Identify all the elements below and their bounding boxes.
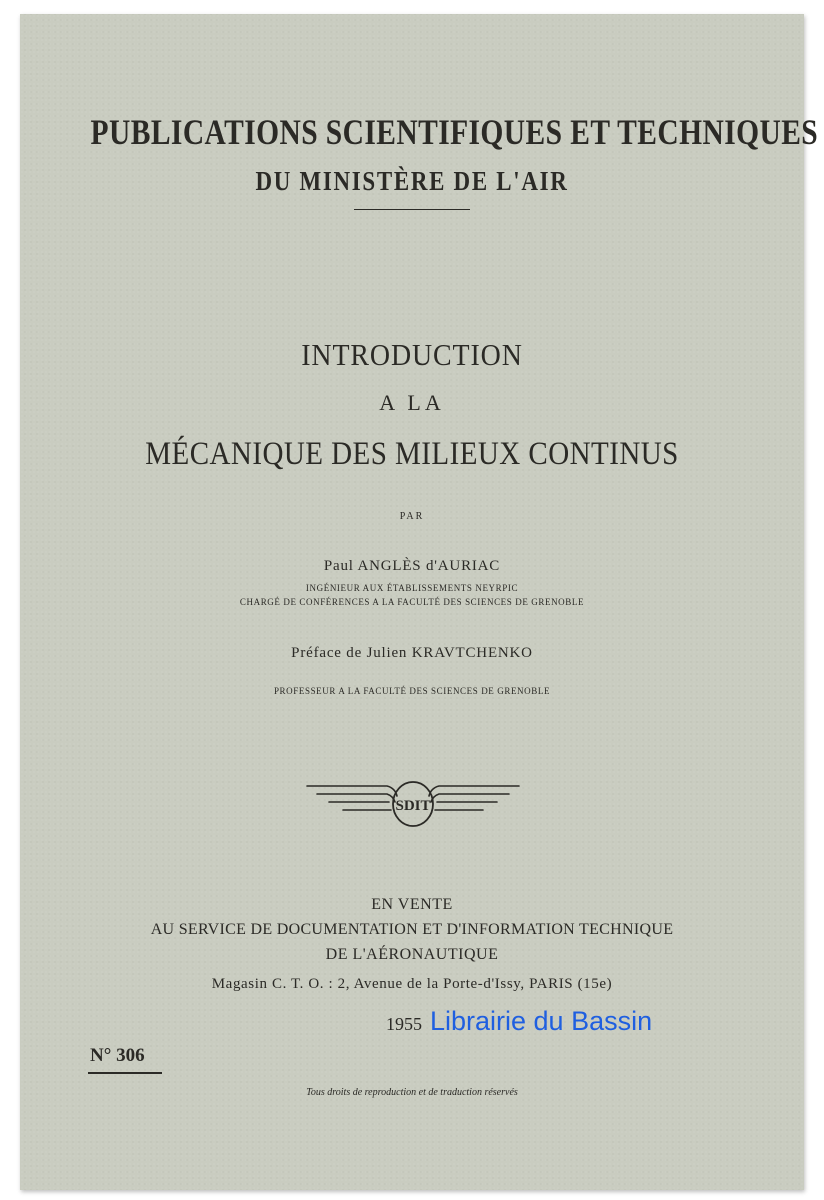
emblem-label: SDIT [395, 798, 431, 814]
book-cover [20, 14, 819, 1190]
preface-credit: Préface de Julien KRAVTCHENKO [291, 645, 533, 661]
header-divider [354, 209, 470, 210]
by-label: PAR [399, 511, 425, 522]
sale-line-3: DE L'AÉRONAUTIQUE [325, 946, 499, 963]
preface-affiliation: PROFESSEUR A LA FACULTÉ DES SCIENCES DE GRENOBLE [273, 686, 551, 696]
series-title: PUBLICATIONS SCIENTIFIQUES ET TECHNIQUES [90, 112, 819, 152]
author-affiliation-1: INGÉNIEUR AUX ÉTABLISSEMENTS NEYRPIC [305, 583, 519, 593]
publication-year: 1955 [386, 1014, 422, 1034]
winged-emblem-icon [303, 774, 523, 834]
sale-line-2: AU SERVICE DE DOCUMENTATION ET D'INFORMATION TECHNIQUE [150, 921, 674, 938]
series-number-underline [88, 1072, 162, 1074]
ministry-subtitle: DU MINISTÈRE DE L'AIR [255, 166, 569, 196]
sale-line-1: EN VENTE [371, 896, 453, 913]
address-line: Magasin C. T. O. : 2, Avenue de la Porte-d'Issy, PARIS (15e) [211, 976, 613, 992]
author-affiliation-2: CHARGÉ DE CONFÉRENCES A LA FACULTÉ DES SCIENCES DE GRENOBLE [239, 597, 585, 607]
book-title-line-1: INTRODUCTION [301, 337, 523, 372]
book-title-line-2: A LA [379, 390, 445, 415]
series-number: N° 306 [90, 1045, 145, 1066]
bookseller-watermark: Librairie du Bassin [430, 1006, 653, 1036]
author-name: Paul ANGLÈS d'AURIAC [323, 558, 501, 574]
rights-notice: Tous droits de reproduction et de traduction réservés [306, 1087, 518, 1098]
book-title-line-3: MÉCANIQUE DES MILIEUX CONTINUS [145, 436, 679, 472]
